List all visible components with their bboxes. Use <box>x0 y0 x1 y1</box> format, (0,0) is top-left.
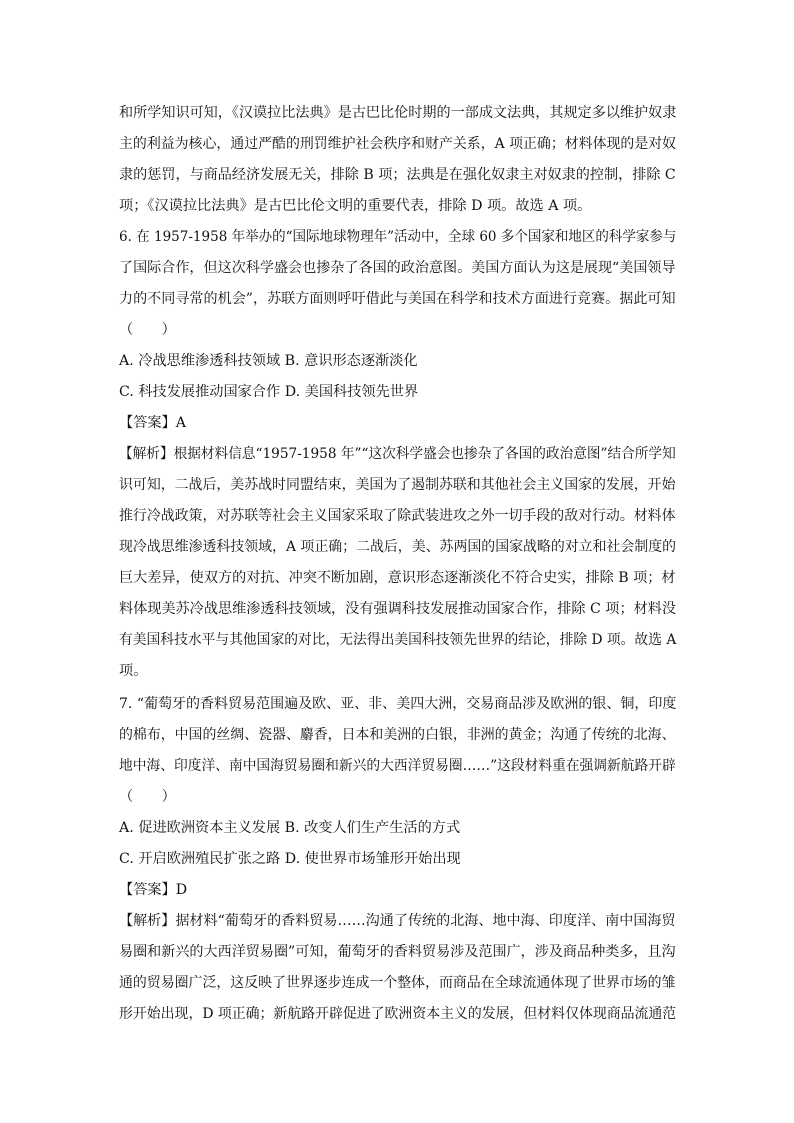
answer-blank: （ ） <box>119 789 176 805</box>
answer-label: 【答案】A <box>119 415 186 431</box>
text-line: 和所学知识可知，《汉谟拉比法典》是古巴比伦时期的一部成文法典，其规定多以维护奴隶 <box>119 105 677 121</box>
text-line: 项；《汉谟拉比法典》是古巴比伦文明的重要代表，排除 D 项。故选 A 项。 <box>119 198 592 214</box>
text-line: 主的利益为核心，通过严酷的刑罚维护社会秩序和财产关系，A 项正确；材料体现的是对奴 <box>119 136 677 152</box>
options-ab: A. 冷战思维渗透科技领域 B. 意识形态逐渐淡化 <box>119 353 418 369</box>
options-ab: A. 促进欧洲资本主义发展 B. 改变人们生产生活的方式 <box>119 820 461 836</box>
analysis-text: 【解析】根据材料信息“1957-1958 年”“这次科学盛会也掺杂了各国的政治意图”结合所学知 <box>119 446 676 462</box>
text-line: 的棉布，中国的丝绸、瓷器、麝香，日本和美洲的白银，非洲的黄金；沟通了传统的北海、 <box>119 727 676 743</box>
question-7-stem: 7. “葡萄牙的香料贸易范围遍及欧、亚、非、美四大洲，交易商品涉及欧洲的银、铜，印度 <box>119 696 677 712</box>
text-line: 识可知，二战后，美苏战时同盟结束，美国为了遏制苏联和其他社会主义国家的发展，开始 <box>119 477 676 493</box>
text-line: 力的不同寻常的机会”，苏联方面则呼吁借此与美国在科学和技术方面进行竞赛。据此可知 <box>119 291 676 307</box>
text-line: 推行冷战政策，对苏联等社会主义国家采取了除武装进攻之外一切手段的敌对行动。材料体 <box>119 508 676 524</box>
analysis-text: 【解析】据材料“葡萄牙的香料贸易……沟通了传统的北海、地中海、印度洋、南中国海贸 <box>119 913 676 929</box>
text-line: 现冷战思维渗透科技领域，A 项正确；二战后，美、苏两国的国家战略的对立和社会制度的 <box>119 539 677 555</box>
question-6-stem: 6. 在 1957-1958 年举办的“国际地球物理年”活动中，全球 60 多个国家和地区的科学家参与 <box>119 229 677 245</box>
text-line: 项。 <box>119 663 148 679</box>
text-line: 易圈和新兴的大西洋贸易圈”可知，葡萄牙的香料贸易涉及范围广，涉及商品种类多，且沟 <box>119 944 676 960</box>
text-line: 隶的惩罚，与商品经济发展无关，排除 B 项；法典是在强化奴隶主对奴隶的控制，排除 C <box>119 167 676 183</box>
answer-label: 【答案】D <box>119 882 188 898</box>
answer-blank: （ ） <box>119 322 176 338</box>
text-line: 巨大差异，使双方的对抗、冲突不断加剧，意识形态逐渐淡化不符合史实，排除 B 项；材 <box>119 570 676 586</box>
text-line: 形开始出现，D 项正确；新航路开辟促进了欧洲资本主义的发展，但材料仅体现商品流通范 <box>119 1006 677 1022</box>
text-line: 有美国科技水平与其他国家的对比，无法得出美国科技领先世界的结论，排除 D 项。故选 A <box>119 632 677 648</box>
text-line: 料体现美苏冷战思维渗透科技领域，没有强调科技发展推动国家合作，排除 C 项；材料没 <box>119 601 677 617</box>
options-cd: C. 科技发展推动国家合作 D. 美国科技领先世界 <box>119 384 419 400</box>
text-line: 通的贸易圈广泛，这反映了世界逐步连成一个整体，而商品在全球流通体现了世界市场的雏 <box>119 975 676 991</box>
options-cd: C. 开启欧洲殖民扩张之路 D. 使世界市场雏形开始出现 <box>119 851 461 867</box>
text-line: 地中海、印度洋、南中国海贸易圈和新兴的大西洋贸易圈……”这段材料重在强调新航路开辟 <box>119 758 676 774</box>
text-line: 了国际合作，但这次科学盛会也掺杂了各国的政治意图。美国方面认为这是展现“美国领导 <box>119 260 676 276</box>
